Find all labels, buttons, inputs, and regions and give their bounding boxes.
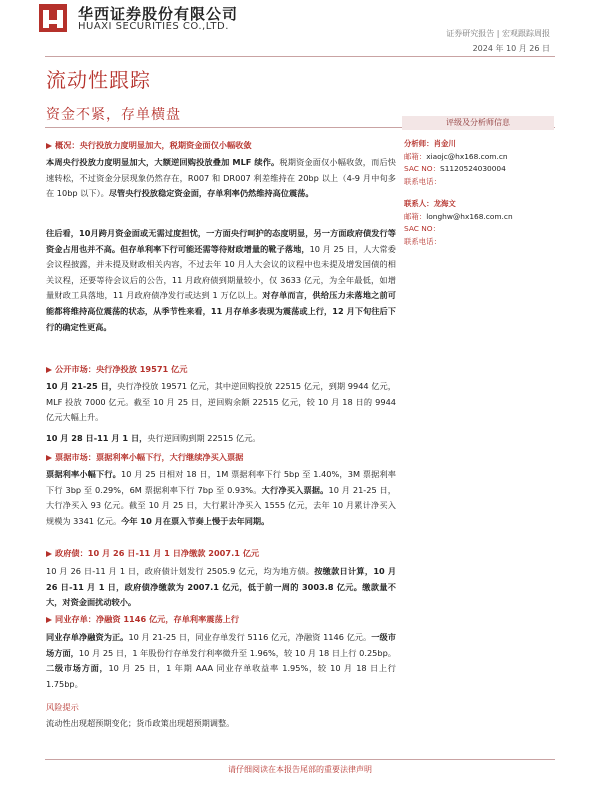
risk-text: 流动性出现超预期变化；货币政策出现超预期调整。 xyxy=(46,718,235,728)
bullet-arrow-icon xyxy=(46,551,52,557)
section-overview-head: 概况：央行投放力度明显加大，税期资金面仅小幅收敛 xyxy=(46,140,252,151)
analyst1-phone-label: 联系电话： xyxy=(404,177,441,186)
analyst1-sac: S1120524030004 xyxy=(440,164,506,173)
analyst1-sac-line: SAC NO：S1120524030004 xyxy=(404,164,506,173)
legal-notice: 请仔细阅读在本报告尾部的重要法律声明 xyxy=(228,765,372,774)
company-name-cn: 华西证券股份有限公司 xyxy=(78,5,239,23)
analyst1-email[interactable]: xiaojc@hx168.com.cn xyxy=(426,152,508,161)
analyst1-name: 肖金川 xyxy=(433,139,456,148)
section-gov-bond-head: 政府债：10 月 26 日-11 月 1 日净缴款 2007.1 亿元 xyxy=(46,548,259,559)
overview-paragraph-1: 本周央行投放力度明显加大，大额逆回购投放叠加 MLF 续作。税期资金面仅小幅收敛，而后快速转松，不过资金分层现象仍然存在，R007 和 DR007 利差维持在 20bp 以上（4-9 月中旬多在 10bp 以下）。尽管央行投放稳定资金面，存单利率仍然维持高位震荡。 xyxy=(46,157,396,199)
bill-market-paragraph: 票据利率小幅下行。10 月 25 日相对 18 日，1M 票据利率下行 5bp 至 1.40%，3M 票据利率下行 3bp 至 0.29%，6M 票据利率下行 7bp 至 0.93%。大行净买入票据。10 月 21-25 日，大行净买入 93 亿元。截至 10 月 25 日，大行累计净买入 1555 亿元，去年 10 月累计净买入规模为 3341 亿元。今年 10 月在票入节奏上慢于去年同期。 xyxy=(46,469,396,526)
analyst2-phone-label: 联系电话： xyxy=(404,237,441,246)
gov-bond-paragraph: 10 月 26 日-11 月 1 日，政府债计划发行 2505.9 亿元，均为地方债。按缴款日计算，10 月 26 日-11 月 1 日，政府债净缴款为 2007.1 亿元，低于前一周的 3003.8 亿元。缴款量不大，对资金面扰动较小。 xyxy=(46,566,397,608)
report-category: 证券研究报告 | 宏观跟踪周报 xyxy=(446,29,550,38)
analyst2-email-line: 邮箱：longhw@hx168.com.cn xyxy=(404,212,513,221)
analyst-panel xyxy=(402,116,554,266)
bullet-arrow-icon xyxy=(46,617,52,623)
open-market-paragraph-1: 10 月 21-25 日，央行净投放 19571 亿元，其中逆回购投放 22515 亿元，到期 9944 亿元，MLF 投放 7000 亿元。截至 10 月 25 日，逆回购余额 22515 亿元，较 10 月 18 日的 9944 亿元大幅上升。 xyxy=(46,381,396,423)
analyst2-sac-label: SAC NO： xyxy=(404,224,441,233)
panel-title: 评级及分析师信息 xyxy=(402,116,554,130)
report-date: 2024 年 10 月 26 日 xyxy=(472,44,550,53)
bullet-arrow-icon xyxy=(46,367,52,373)
analyst2-name: 龙海文 xyxy=(433,199,456,208)
analyst1-name-line: 分析师：肖金川 xyxy=(404,139,456,148)
open-market-paragraph-2: 10 月 28 日-11 月 1 日，央行逆回购到期 22515 亿元。 xyxy=(46,433,261,443)
overview-paragraph-2: 往后看，10月跨月资金面或无需过度担忧，一方面央行呵护的态度明显，另一方面政府债发行等资金占用也并不高。但存单利率下行可能还需等待财政增量的靴子落地，10 月 25 日，人大常委会议程披露，并未提及财政相关内容，不过去年 10 月人大会议的议程中也未提及增发国债的相关议程，还要等待会议后的公告，11 月政府债到期量较小，仅 3633 亿元，为全年最低，如增量财政工具落地，11 月政府债净发行或达到 1 万亿以上。对存单而言，供给压力未落地之前可能都将维持高位震荡的状态，从季节性来看，11 月存单多表现为震荡或上行，12 月下旬往后下行的确定性更高。 xyxy=(46,228,396,332)
header-divider xyxy=(45,56,555,57)
page-subtitle: 资金不紧，存单横盘 xyxy=(46,107,181,123)
section-bill-market-head: 票据市场：票据利率小幅下行，大行继续净买入票据 xyxy=(46,452,243,463)
section-open-market-head: 公开市场：央行净投放 19571 亿元 xyxy=(46,364,187,375)
company-logo-icon xyxy=(39,4,67,32)
analyst2-email[interactable]: longhw@hx168.com.cn xyxy=(426,212,513,221)
bullet-arrow-icon xyxy=(46,143,52,149)
footer-divider xyxy=(45,759,555,760)
ncd-paragraph: 同业存单净融资为正。10 月 21-25 日，同业存单发行 5116 亿元，净融资 1146 亿元。一级市场方面，10 月 25 日，1 年股份行存单发行利率微升至 1.96%，较 10 月 18 日上行 0.25bp。二级市场方面，10 月 25 日，1 年期 AAA 同业存单收益率 1.95%，较 10 月 18 日上行 1.75bp。 xyxy=(46,632,396,689)
bullet-arrow-icon xyxy=(46,455,52,461)
section-ncd-head: 同业存单：净融资 1146 亿元，存单利率震荡上行 xyxy=(46,614,239,625)
analyst1-email-line: 邮箱：xiaojc@hx168.com.cn xyxy=(404,152,508,161)
analyst2-name-line: 联系人：龙海文 xyxy=(404,199,456,208)
company-name-en: HUAXI SECURITIES CO.,LTD. xyxy=(78,21,229,32)
page-title: 流动性跟踪 xyxy=(46,68,151,92)
risk-title: 风险提示 xyxy=(46,702,79,712)
